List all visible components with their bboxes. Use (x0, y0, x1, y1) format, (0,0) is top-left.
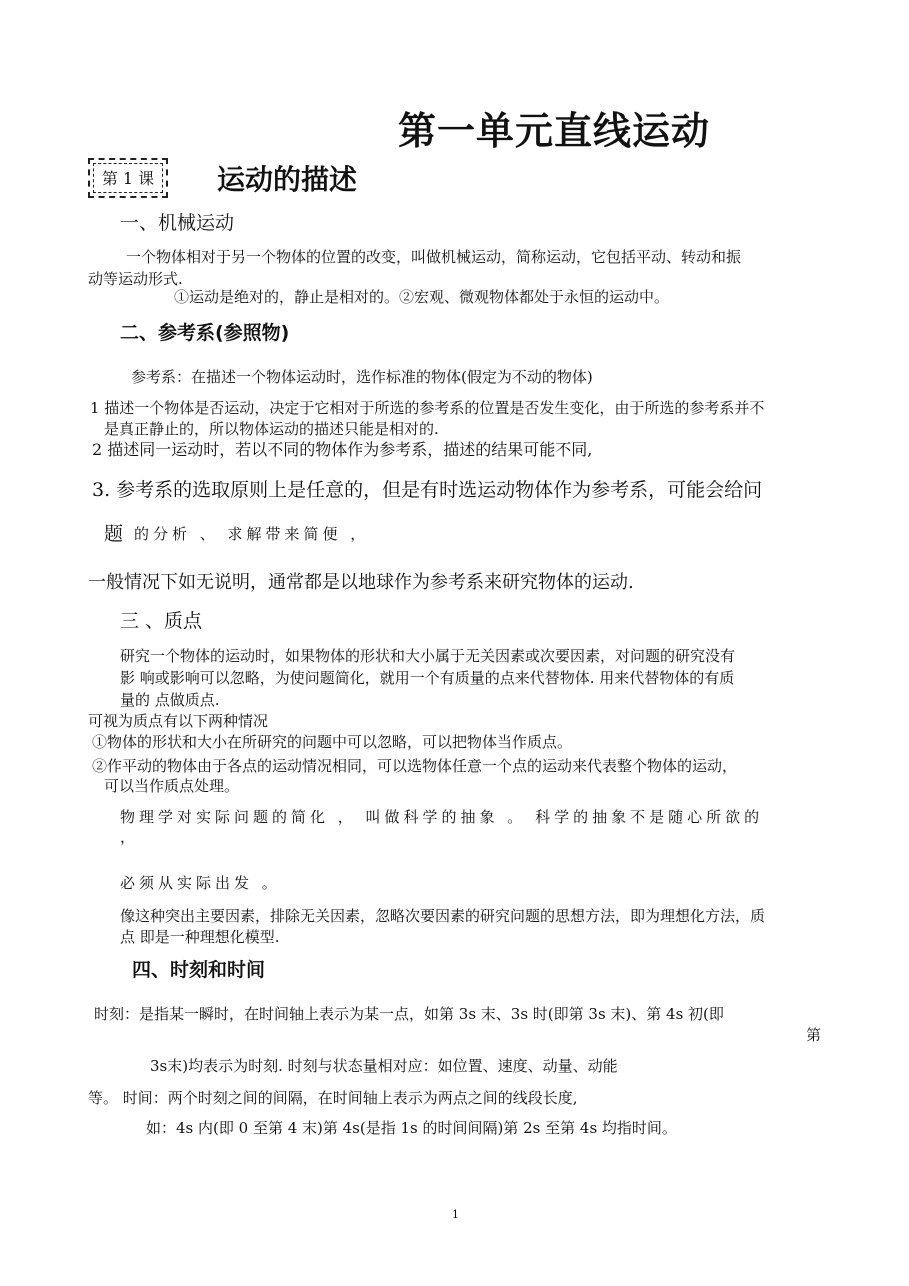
section-3-abstraction-line-2: 必须从实际出发 。 (120, 874, 281, 892)
section-1-note: ①运动是绝对的，静止是相对的。②宏观、微观物体都处于永恒的运动中。 (174, 288, 670, 306)
section-2-heading: 二、参考系(参照物) (120, 322, 290, 344)
section-3-abstraction-line-1: 物理学对实际问题的简化 ， 叫做科学的抽象 。 科学的抽象不是随心所欲的 (120, 808, 764, 826)
section-1-para-line-2: 动等运动形式. (88, 270, 183, 288)
lesson-badge (88, 158, 168, 198)
section-2-item-3-line-2: 的分析 、 求解带来简便 ， (134, 525, 370, 543)
section-3-para-line-2: 影 响或影响可以忽略，为使问题简化，就用一个有质量的点来代替物体. 用来代替物体的有质 (120, 669, 735, 687)
section-3-ideal-line-1: 像这种突出主要因素，排除无关因素，忽略次要因素的研究问题的思想方法，即为理想化方法，质 (120, 907, 766, 925)
section-4-example: 如：4s 内(即 0 至第 4 末)第 4s(是指 1s 的时间间隔)第 2s 至第 4s 均指时间。 (146, 1119, 677, 1137)
section-2-item-2: 2 描述同一运动时，若以不同的物体作为参考系，描述的结果可能不同, (92, 440, 593, 459)
section-4-moment-line-1-end: 第 (806, 1026, 822, 1044)
section-4-moment-line-3: 等。 时间：两个时刻之间的间隔，在时间轴上表示为两点之间的线段长度, (88, 1089, 578, 1107)
section-2-definition: 参考系：在描述一个物体运动时，选作标准的物体(假定为不动的物体) (131, 368, 593, 386)
lesson-title: 运动的描述 (217, 163, 358, 196)
section-3-abstraction-comma: ， (120, 828, 136, 846)
section-2-general: 一般情况下如无说明，通常都是以地球作为参考系来研究物体的运动. (88, 572, 634, 593)
section-1-heading: 一、机械运动 (120, 212, 235, 234)
section-4-moment-line-1: 时刻：是指某一瞬时，在时间轴上表示为某一点，如第 3s 末、3s 时(即第 3s 末)、第 4s 初(即 (94, 1005, 724, 1023)
section-3-case-2-line-1: ②作平动的物体由于各点的运动情况相同，可以选物体任意一个点的运动来代表整个物体的运动， (92, 757, 738, 775)
section-2-item-1-line-2: 是真正静止的，所以物体运动的描述只能是相对的. (104, 420, 439, 438)
section-3-ideal-line-2: 点 即是一种理想化模型. (120, 928, 280, 946)
section-3-para-line-3: 量的 点做质点. (120, 691, 220, 709)
section-1-para-line-1: 一个物体相对于另一个物体的位置的改变，叫做机械运动，简称运动，它包括平动、转动和振 (126, 248, 742, 266)
unit-title: 第一单元直线运动 (398, 109, 711, 153)
section-2-item-3-line-1: 3. 参考系的选取原则上是任意的，但是有时选运动物体作为参考系，可能会给问 (92, 479, 763, 501)
page-number: 1 (452, 1208, 459, 1221)
section-4-moment-line-2: 3s末)均表示为时刻. 时刻与状态量相对应：如位置、速度、动量、动能 (150, 1057, 618, 1075)
lesson-badge-label: 第 1 课 (93, 163, 163, 193)
section-3-case-1: ①物体的形状和大小在所研究的问题中可以忽略，可以把物体当作质点。 (92, 733, 573, 751)
section-2-item-1-line-1: 1 描述一个物体是否运动，决定于它相对于所选的参考系的位置是否发生变化，由于所选的参考系并不 (90, 399, 765, 417)
section-4-heading: 四、时刻和时间 (132, 959, 266, 981)
section-3-cases-intro: 可视为质点有以下两种情况 (88, 712, 269, 730)
section-3-heading: 三 、质点 (120, 610, 203, 632)
section-3-case-2-line-2: 可以当作质点处理。 (104, 777, 240, 795)
section-2-item-3-big-char: 题 (104, 523, 124, 545)
section-3-para-line-1: 研究一个物体的运动时，如果物体的形状和大小属于无关因素或次要因素，对问题的研究没有 (120, 647, 736, 665)
